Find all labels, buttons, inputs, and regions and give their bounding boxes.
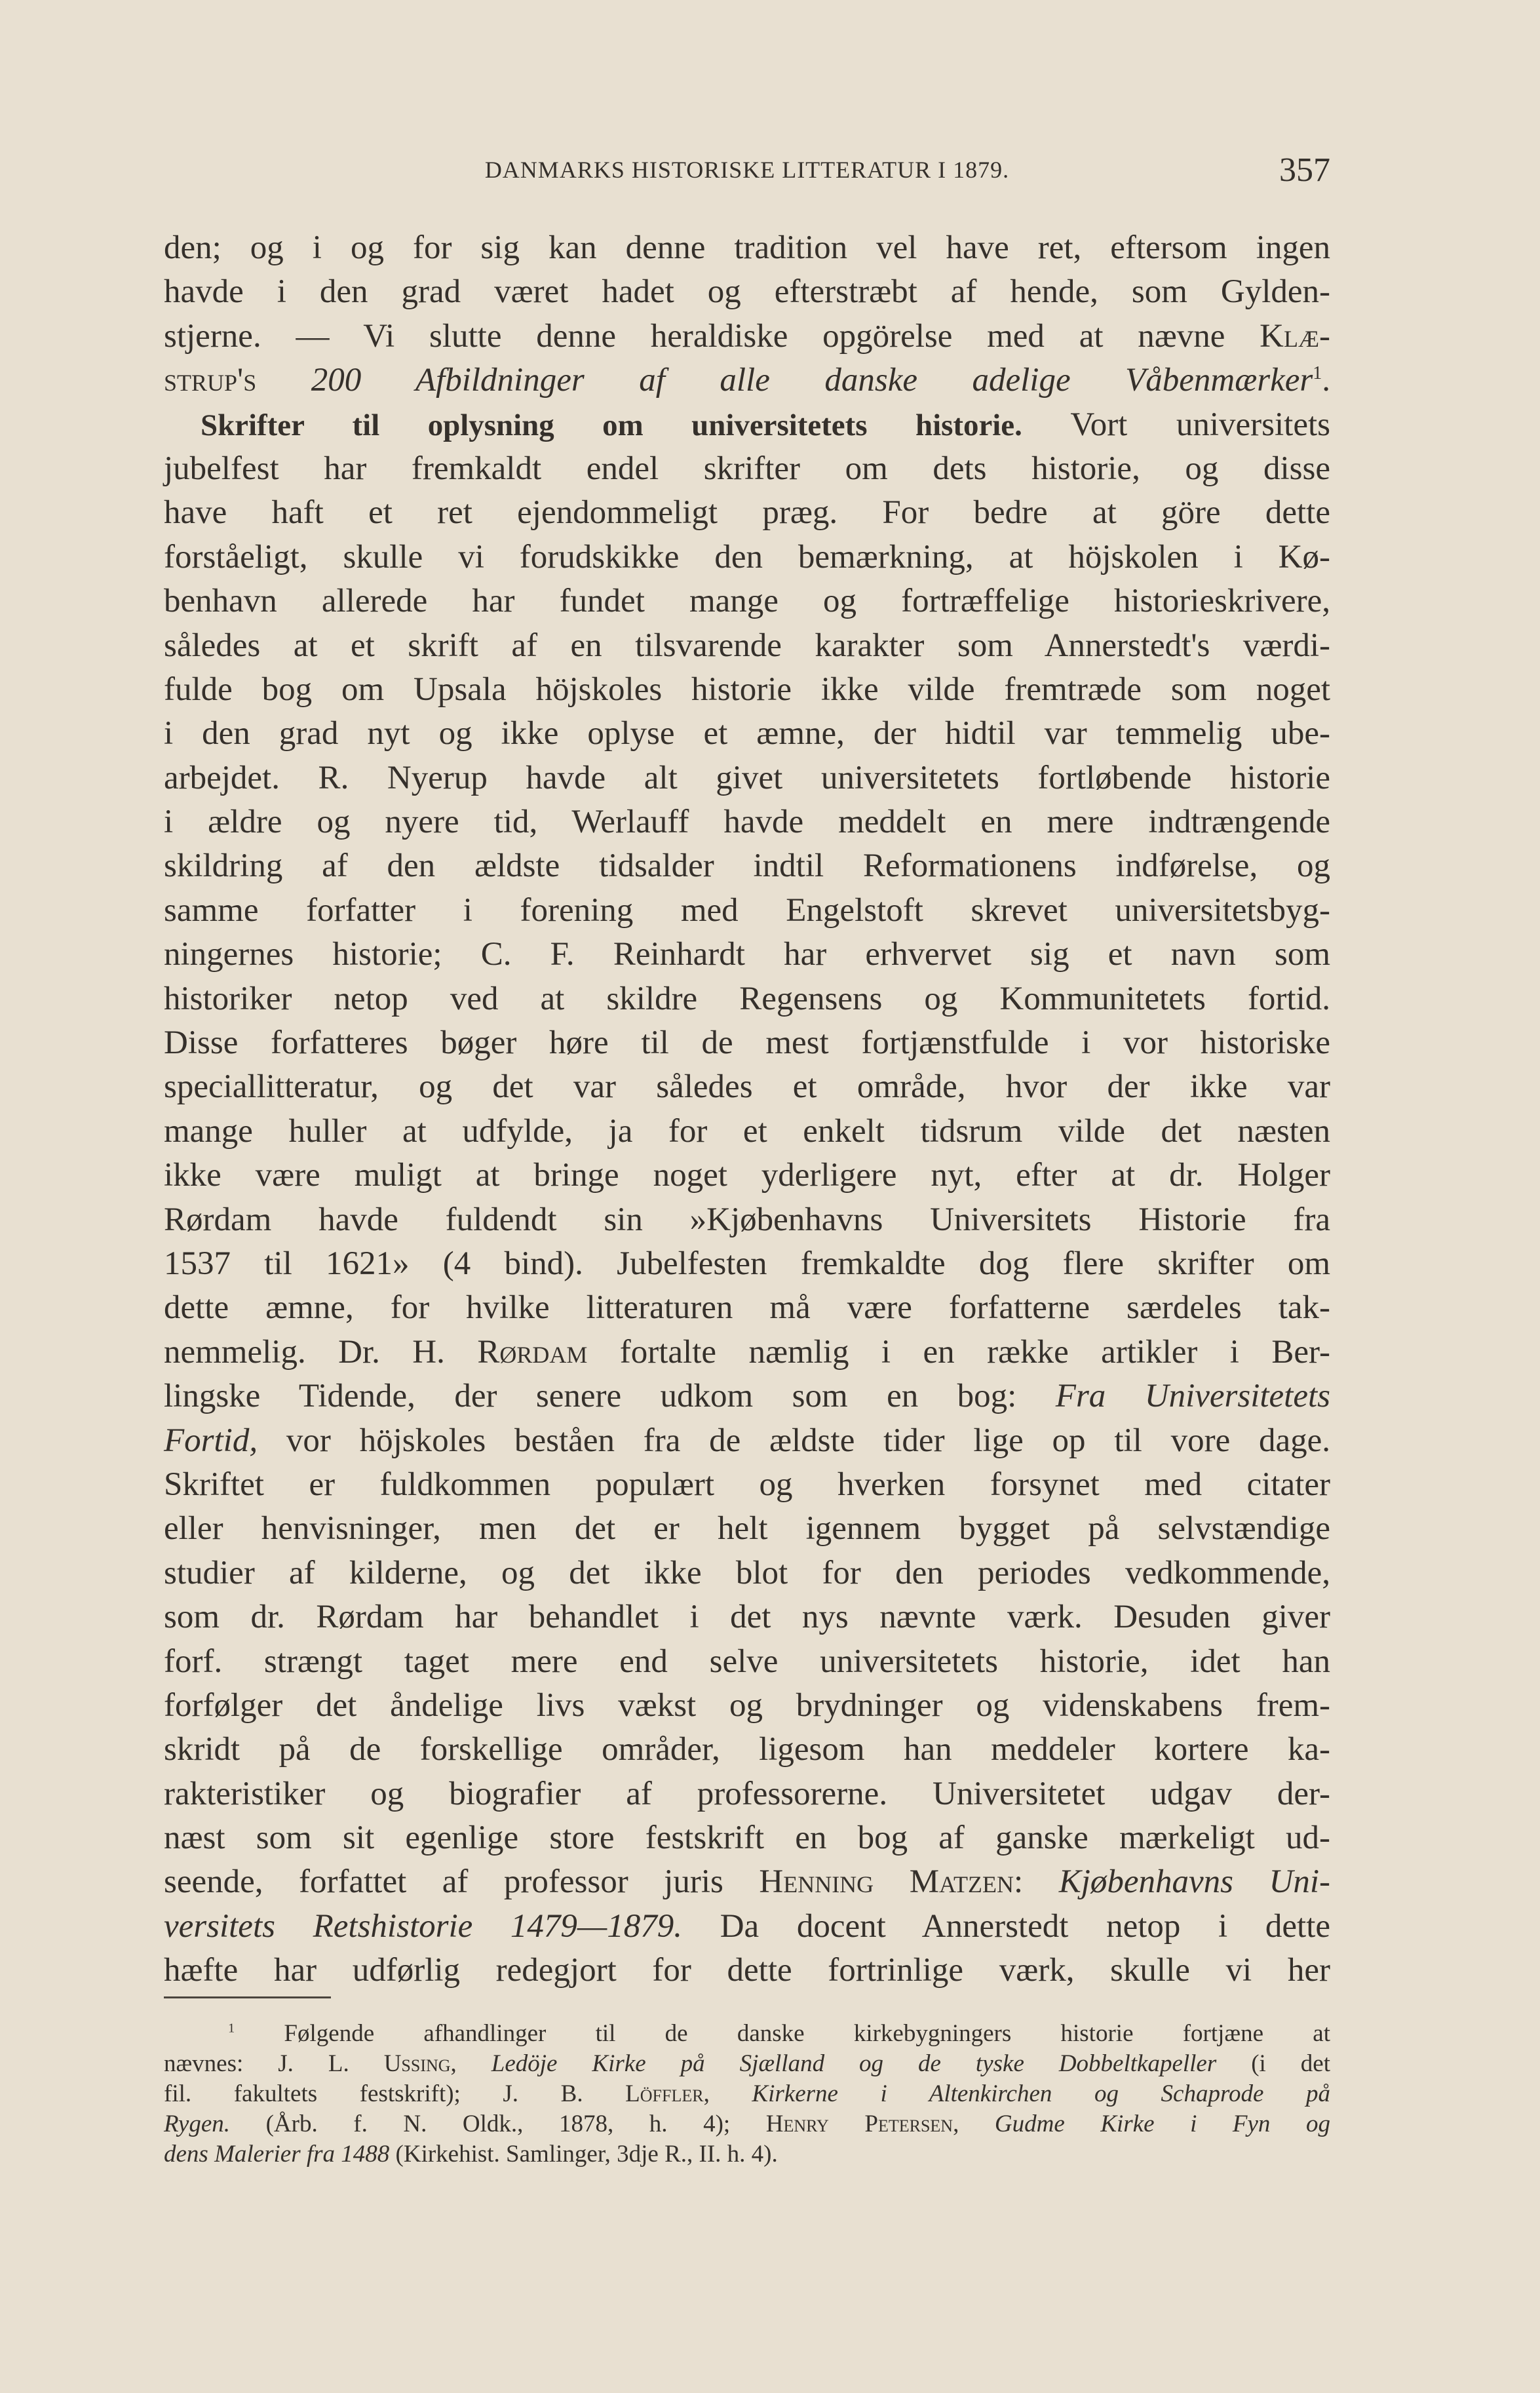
text-segment	[256, 362, 311, 399]
text-line	[164, 1419, 1330, 1463]
footnote-divider	[164, 1996, 331, 1998]
text-segment: seende, forfattet af professor juris	[164, 1863, 760, 1901]
text-line	[164, 889, 1330, 933]
text-line	[164, 2139, 1330, 2169]
text-segment: historiker netop ved at skildre Regensens og Kommunitetets fortid.	[164, 980, 1330, 1017]
text-line	[164, 756, 1330, 800]
text-segment: 1537 til 1621» (4 bind). Jubelfesten fremkaldte dog flere skrifter om	[164, 1245, 1330, 1282]
text-segment: 200 Afbildninger af alle danske adelige Våbenmærker	[311, 362, 1313, 399]
text-segment: i den grad nyt og ikke oplyse et æmne, der hidtil var temmelig ube-	[164, 715, 1330, 752]
text-segment: Disse forfatteres bøger høre til de mest fortjænstfulde i vor historiske	[164, 1024, 1330, 1062]
text-line	[164, 1374, 1330, 1418]
text-segment: Da docent Annerstedt netop i dette	[682, 1907, 1330, 1945]
text-line	[164, 315, 1330, 359]
text-segment: have haft et ret ejendommeligt præg. For bedre at göre dette	[164, 494, 1330, 532]
text-line	[164, 1816, 1330, 1860]
text-line	[164, 1728, 1330, 1772]
text-segment: Gudme Kirke i Fyn og	[994, 2111, 1330, 2137]
text-segment: :	[1014, 1863, 1059, 1901]
footnote-marker: 1	[1313, 363, 1322, 384]
text-line	[164, 1331, 1330, 1374]
text-segment: Kjøbenhavns Uni-	[1058, 1863, 1331, 1901]
text-segment: Kirkerne i Altenkirchen og Schaprode på	[752, 2080, 1331, 2107]
text-segment: næst som sit egenlige store festskrift en bog af ganske mærkeligt ud-	[164, 1819, 1330, 1857]
text-line	[164, 933, 1330, 977]
text-segment: nemmelig. Dr. H.	[164, 1333, 478, 1371]
text-line	[164, 579, 1330, 623]
text-segment: havde i den grad været hadet og efterstræbt af hende, som Gylden-	[164, 273, 1330, 311]
text-line	[164, 1507, 1330, 1551]
text-line	[164, 1021, 1330, 1065]
text-segment: ningernes historie; C. F. Reinhardt har erhvervet sig et navn som	[164, 936, 1330, 973]
text-segment: som dr. Rørdam har behandlet i det nys nævnte værk. Desuden giver	[164, 1599, 1330, 1636]
text-segment: hæfte har udførlig redegjort for dette fortrinlige værk, skulle vi her	[164, 1952, 1330, 1989]
text-line	[164, 1065, 1330, 1109]
text-line	[164, 624, 1330, 668]
text-line	[164, 447, 1330, 491]
text-segment: skridt på de forskellige områder, ligesom han meddeler kortere ka-	[164, 1731, 1330, 1768]
text-line	[164, 1684, 1330, 1728]
text-segment: Ussing	[383, 2050, 451, 2077]
footnote-marker: 1	[228, 2021, 235, 2036]
text-line	[164, 1154, 1330, 1197]
text-segment: speciallitteratur, og det var således et område, hvor der ikke var	[164, 1068, 1330, 1106]
text-segment: Henry Petersen	[765, 2111, 953, 2137]
text-segment: nævnes: J. L.	[164, 2050, 384, 2077]
text-segment: arbejdet. R. Nyerup havde alt givet universitetets fortløbende historie	[164, 759, 1330, 796]
text-segment: jubelfest har fremkaldt endel skrifter om dets historie, og disse	[164, 450, 1330, 487]
text-segment: Rørdam	[477, 1333, 588, 1371]
text-line	[164, 1860, 1330, 1904]
text-segment: Følgende afhandlinger til de danske kirkebygningers historie fortjæne at	[235, 2020, 1330, 2047]
text-line	[164, 844, 1330, 888]
text-line	[164, 1110, 1330, 1154]
text-line	[164, 1772, 1330, 1816]
text-line	[164, 491, 1330, 535]
text-segment: ,	[953, 2111, 995, 2137]
text-segment: Skrifter til oplysning om universitetets historie.	[201, 408, 1022, 442]
text-line	[164, 1949, 1330, 1993]
text-line	[164, 226, 1330, 270]
text-segment: stjerne. — Vi slutte denne heraldiske opgörelse med at nævne	[164, 317, 1260, 355]
text-segment: rakteristiker og biografier af professorerne. Universitetet udgav der-	[164, 1775, 1330, 1812]
text-segment: i ældre og nyere tid, Werlauff havde meddelt en mere indtrængende	[164, 804, 1330, 841]
text-line	[164, 535, 1330, 579]
text-segment: fulde bog om Upsala höjskoles historie ikke vilde fremtræde som noget	[164, 671, 1330, 708]
text-segment: fil. fakultets festskrift); J. B.	[164, 2080, 626, 2107]
text-segment: dens Malerier fra 1488	[164, 2141, 390, 2168]
text-segment: (Kirkehist. Samlinger, 3dje R., II. h. 4).	[389, 2141, 778, 2168]
text-segment: Fra Universitetets	[1055, 1378, 1330, 1415]
text-segment: (Årb. f. N. Oldk., 1878, h. 4);	[230, 2111, 766, 2137]
text-line	[164, 977, 1330, 1021]
text-segment: .	[1322, 362, 1331, 399]
text-segment: (i det	[1216, 2050, 1331, 2077]
text-segment: lingske Tidende, der senere udkom som en bog:	[164, 1378, 1056, 1415]
text-line	[164, 1640, 1330, 1684]
text-line	[164, 2109, 1330, 2139]
text-segment: forståeligt, skulle vi forudskikke den bemærkning, at höjskolen i Kø-	[164, 538, 1330, 575]
text-segment: versitets Retshistorie 1479—1879.	[164, 1907, 683, 1945]
text-line	[164, 712, 1330, 756]
text-segment: samme forfatter i forening med Engelstoft skrevet universitetsbyg-	[164, 891, 1330, 929]
text-segment: forf. strængt taget mere end selve universitetets historie, idet han	[164, 1643, 1330, 1680]
text-segment: fortalte næmlig i en række artikler i Ber-	[587, 1333, 1330, 1371]
text-segment: Henning Matzen	[759, 1863, 1014, 1901]
text-segment: Rørdam havde fuldendt sin »Kjøbenhavns Universitets Historie fra	[164, 1201, 1330, 1238]
text-segment: forfølger det åndelige livs vækst og brydninger og videnskabens frem-	[164, 1686, 1330, 1724]
text-segment: mange huller at udfylde, ja for et enkelt tidsrum vilde det næsten	[164, 1112, 1330, 1150]
text-line	[164, 1463, 1330, 1507]
text-line	[164, 2019, 1330, 2049]
running-header	[164, 151, 1330, 190]
text-line	[164, 1551, 1330, 1595]
text-line	[164, 800, 1330, 844]
text-segment: således at et skrift af en tilsvarende karakter som Annerstedt's værdi-	[164, 627, 1330, 664]
text-segment: Klæ-	[1260, 317, 1330, 355]
text-line	[164, 1198, 1330, 1242]
text-segment: benhavn allerede har fundet mange og fortræffelige historieskrivere,	[164, 583, 1330, 620]
text-segment: Rygen.	[164, 2111, 231, 2137]
text-segment: strup's	[164, 362, 257, 399]
text-line	[164, 1595, 1330, 1639]
text-line	[164, 1286, 1330, 1330]
text-line	[164, 1242, 1330, 1286]
text-segment: vor höjskoles beståen fra de ældste tider lige op til vore dage.	[258, 1422, 1330, 1459]
text-segment: Vort universitets	[1022, 406, 1330, 443]
text-segment: den; og i og for sig kan denne tradition vel have ret, eftersom ingen	[164, 229, 1330, 266]
text-line	[164, 403, 1330, 447]
text-segment: Fortid,	[164, 1422, 258, 1459]
page-number: 357	[1279, 151, 1330, 189]
text-segment: dette æmne, for hvilke litteraturen må være forfatterne særdeles tak-	[164, 1289, 1330, 1327]
footnote	[164, 2019, 1330, 2169]
body-text	[164, 226, 1330, 1993]
text-line	[164, 2079, 1330, 2109]
text-segment: ,	[450, 2050, 491, 2077]
text-line	[164, 2049, 1330, 2079]
text-segment: eller henvisninger, men det er helt igennem bygget på selvstændige	[164, 1510, 1330, 1547]
text-segment: Ledöje Kirke på Sjælland og de tyske Dobbeltkapeller	[491, 2050, 1217, 2077]
text-line	[164, 668, 1330, 712]
text-line	[164, 359, 1330, 402]
running-title: DANMARKS HISTORISKE LITTERATUR I 1879.	[484, 157, 1010, 183]
text-line	[164, 1905, 1330, 1949]
text-segment: Skriftet er fuldkommen populært og hverken forsynet med citater	[164, 1466, 1330, 1503]
text-segment: studier af kilderne, og det ikke blot for den periodes vedkommende,	[164, 1554, 1330, 1591]
text-line	[164, 270, 1330, 314]
text-segment: ,	[703, 2080, 752, 2107]
text-segment: Löffler	[625, 2080, 704, 2107]
text-segment: skildring af den ældste tidsalder indtil Reformationens indførelse, og	[164, 847, 1330, 885]
text-segment: ikke være muligt at bringe noget yderligere nyt, efter at dr. Holger	[164, 1157, 1330, 1194]
